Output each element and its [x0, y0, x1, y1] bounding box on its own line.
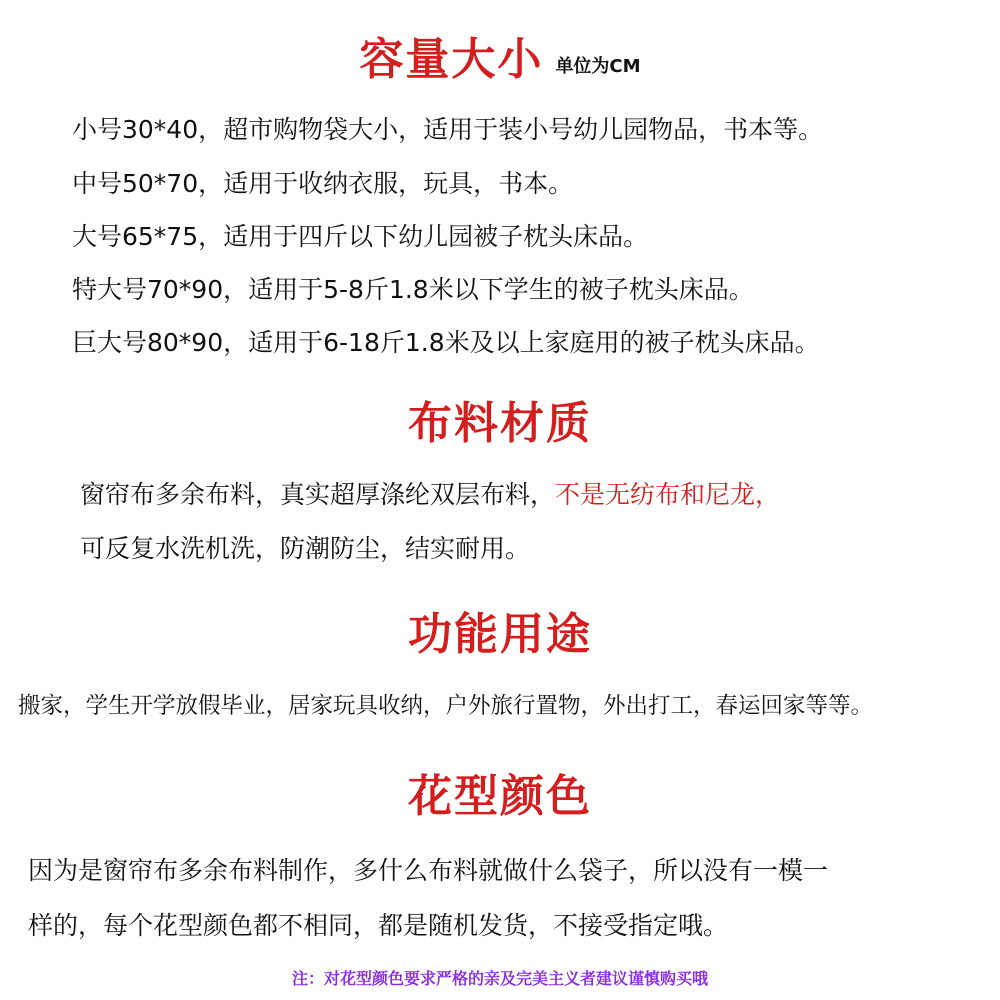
capacity-line-medium: 中号50*70，适用于收纳衣服，玩具，书本。 — [72, 169, 574, 198]
material-line-2: 可反复水洗机洗，防潮防尘，结实耐用。 — [80, 534, 531, 563]
pattern-line-1: 因为是窗帘布多余布料制作，多什么布料就做什么袋子，所以没有一模一 — [28, 856, 829, 885]
material-highlight: 不是无纺布和尼龙， — [555, 480, 781, 509]
unit-note: 单位为CM — [555, 56, 641, 77]
capacity-heading-text: 容量大小 — [359, 34, 544, 85]
material-line-1-text: 窗帘布多余布料，真实超厚涤纶双层布料， — [80, 480, 556, 509]
capacity-heading — [0, 34, 1000, 85]
material-line-1 — [80, 482, 780, 507]
capacity-line-large: 大号65*75，适用于四斤以下幼儿园被子枕头床品。 — [72, 222, 649, 251]
usage-line: 搬家，学生开学放假毕业，居家玩具收纳，户外旅行置物，外出打工，春运回家等等。 — [18, 693, 874, 719]
usage-heading: 功能用途 — [408, 609, 592, 660]
material-heading: 布料材质 — [408, 398, 592, 449]
pattern-line-2: 样的，每个花型颜色都不相同，都是随机发货，不接受指定哦。 — [28, 911, 729, 940]
footnote: 注：对花型颜色要求严格的亲及完美主义者建议谨慎购买哦 — [291, 969, 708, 988]
capacity-line-xlarge: 特大号70*90，适用于5-8斤1.8米以下学生的被子枕头床品。 — [72, 275, 754, 304]
pattern-heading: 花型颜色 — [408, 771, 592, 822]
capacity-line-xxlarge: 巨大号80*90，适用于6-18斤1.8米及以上家庭用的被子枕头床品。 — [72, 328, 820, 357]
capacity-line-small: 小号30*40，超市购物袋大小，适用于装小号幼儿园物品，书本等。 — [72, 115, 824, 144]
